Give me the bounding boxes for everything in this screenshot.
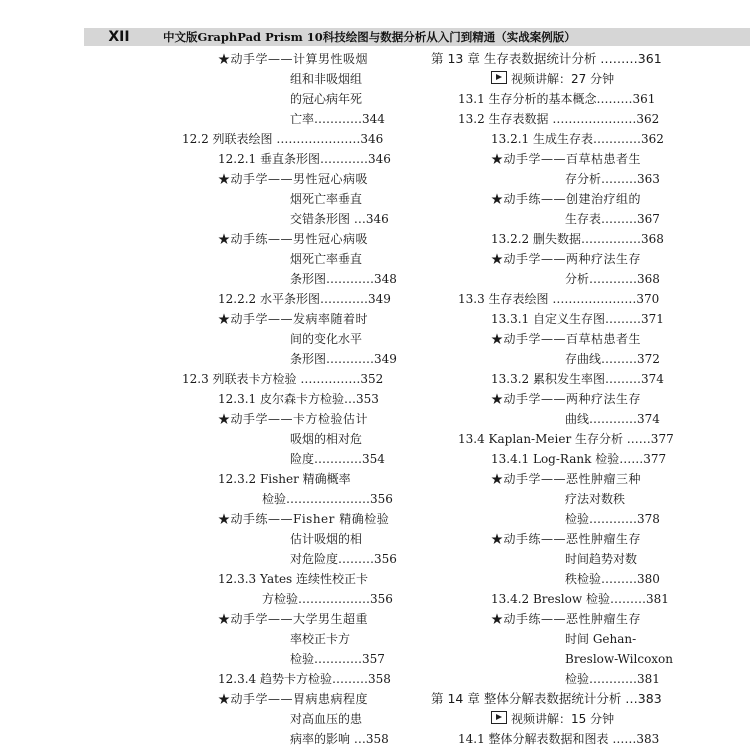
entry-text: ★动手练——恶性肿瘤生存 bbox=[491, 532, 642, 546]
toc-entry bbox=[218, 150, 391, 168]
toc-entry bbox=[290, 330, 362, 348]
entry-text: 13.4.2 Breslow 检验………381 bbox=[491, 592, 669, 606]
entry-text: 险度…………354 bbox=[290, 452, 385, 466]
entry-text: 吸烟的相对危 bbox=[290, 432, 363, 446]
exercise-entry bbox=[491, 150, 641, 168]
entry-text: 13.2.2 删失数据……………368 bbox=[491, 232, 664, 246]
toc-entry bbox=[290, 730, 389, 748]
toc-entry bbox=[565, 170, 660, 188]
toc-entry bbox=[491, 230, 664, 248]
entry-text: 12.3.3 Yates 连续性校正卡 bbox=[218, 572, 369, 586]
exercise-entry bbox=[218, 310, 368, 328]
entry-text: 存曲线………372 bbox=[565, 352, 660, 366]
toc-entry bbox=[565, 350, 660, 368]
toc-entry bbox=[182, 370, 383, 388]
exercise-entry bbox=[218, 170, 368, 188]
entry-text: 检验…………357 bbox=[290, 652, 385, 666]
entry-text: 13.4 Kaplan-Meier 生存分析 ……377 bbox=[458, 432, 674, 446]
toc-entry bbox=[565, 570, 660, 588]
exercise-entry bbox=[491, 190, 641, 208]
exercise-entry bbox=[218, 690, 368, 708]
entry-text: 检验…………381 bbox=[565, 672, 660, 686]
chapter-heading bbox=[431, 690, 662, 708]
entry-text: 估计吸烟的相 bbox=[290, 532, 363, 546]
toc-entry bbox=[262, 490, 393, 508]
toc-entry bbox=[491, 590, 669, 608]
entry-text: 烟死亡率垂直 bbox=[290, 192, 363, 206]
entry-text: 12.3.2 Fisher 精确概率 bbox=[218, 472, 351, 486]
toc-entry bbox=[565, 630, 636, 648]
video-icon bbox=[491, 711, 507, 724]
exercise-entry bbox=[218, 50, 368, 68]
exercise-entry bbox=[491, 250, 641, 268]
entry-text: 间的变化水平 bbox=[290, 332, 363, 346]
exercise-entry bbox=[218, 230, 368, 248]
toc-entry bbox=[290, 630, 350, 648]
toc-entry bbox=[565, 650, 673, 668]
entry-text: 交错条形图 …346 bbox=[290, 212, 389, 226]
entry-text: 12.2.2 水平条形图…………349 bbox=[218, 292, 391, 306]
entry-text: Breslow-Wilcoxon bbox=[565, 652, 674, 666]
exercise-entry bbox=[218, 510, 389, 528]
toc-entry bbox=[290, 70, 362, 88]
toc-entry bbox=[491, 130, 664, 148]
exercise-entry bbox=[491, 530, 641, 548]
entry-text: 组和非吸烟组 bbox=[290, 72, 363, 86]
entry-text: 率校正卡方 bbox=[290, 632, 351, 646]
toc-entry bbox=[290, 110, 385, 128]
entry-text: 的冠心病年死 bbox=[290, 92, 363, 106]
book-title: 中文版GraphPad Prism 10科技绘图与数据分析从入门到精通（实战案例版） bbox=[163, 30, 576, 44]
exercise-entry bbox=[491, 470, 641, 488]
toc-entry bbox=[290, 430, 362, 448]
toc-entry bbox=[565, 670, 660, 688]
exercise-entry bbox=[491, 330, 641, 348]
toc-entry bbox=[565, 510, 660, 528]
video-icon bbox=[491, 71, 507, 84]
entry-text: ★动手学——大学男生超重 bbox=[218, 612, 369, 626]
entry-text: 13.3.2 累积发生率图………374 bbox=[491, 372, 664, 386]
entry-text: 条形图…………348 bbox=[290, 272, 397, 286]
entry-text: 视频讲解：27 分钟 bbox=[511, 72, 615, 86]
entry-text: 方检验………………356 bbox=[262, 592, 393, 606]
entry-text: ★动手学——百草枯患者生 bbox=[491, 152, 642, 166]
entry-text: ★动手学——计算男性吸烟 bbox=[218, 52, 369, 66]
exercise-entry bbox=[218, 410, 368, 428]
exercise-entry bbox=[491, 610, 641, 628]
entry-text: 13.2 生存表数据 …………………362 bbox=[458, 112, 660, 126]
entry-text: 时间趋势对数 bbox=[565, 552, 638, 566]
entry-text: 亡率…………344 bbox=[290, 112, 385, 126]
toc-entry bbox=[565, 210, 660, 228]
toc-entry bbox=[458, 90, 655, 108]
entry-text: 第 14 章 整体分解表数据统计分析 …383 bbox=[431, 691, 662, 706]
entry-text: 12.3.4 趋势卡方检验………358 bbox=[218, 672, 391, 686]
toc-entry bbox=[290, 530, 362, 548]
entry-text: 视频讲解：15 分钟 bbox=[511, 712, 615, 726]
toc-entry bbox=[290, 250, 362, 268]
toc-entry bbox=[565, 270, 660, 288]
entry-text: ★动手练——Fisher 精确检验 bbox=[218, 512, 390, 526]
entry-text: 13.2.1 生成生存表…………362 bbox=[491, 132, 664, 146]
exercise-entry bbox=[218, 610, 368, 628]
entry-text: 烟死亡率垂直 bbox=[290, 252, 363, 266]
entry-text: 13.4.1 Log-Rank 检验……377 bbox=[491, 452, 667, 466]
toc-entry bbox=[218, 570, 368, 588]
entry-text: 存分析………363 bbox=[565, 172, 660, 186]
entry-text: ★动手练——恶性肿瘤生存 bbox=[491, 612, 642, 626]
toc-entry bbox=[218, 470, 351, 488]
toc-entry bbox=[565, 550, 637, 568]
entry-text: 13.1 生存分析的基本概念………361 bbox=[458, 92, 656, 106]
entry-text: 14.1 整体分解表数据和图表 ……383 bbox=[458, 732, 660, 746]
entry-text: 疗法对数秩 bbox=[565, 492, 626, 506]
video-note bbox=[491, 70, 614, 88]
entry-text: 13.3 生存表绘图 …………………370 bbox=[458, 292, 660, 306]
toc-entry bbox=[290, 650, 385, 668]
toc-entry bbox=[290, 210, 389, 228]
toc-entry bbox=[290, 270, 397, 288]
toc-entry bbox=[290, 710, 362, 728]
toc-entry bbox=[458, 110, 659, 128]
toc-entry bbox=[458, 730, 659, 748]
toc-entry bbox=[491, 310, 664, 328]
entry-text: ★动手学——两种疗法生存 bbox=[491, 392, 642, 406]
entry-text: ★动手学——百草枯患者生 bbox=[491, 332, 642, 346]
entry-text: 12.3.1 皮尔森卡方检验…353 bbox=[218, 392, 379, 406]
entry-text: ★动手学——两种疗法生存 bbox=[491, 252, 642, 266]
exercise-entry bbox=[491, 390, 641, 408]
toc-entry bbox=[565, 490, 625, 508]
toc-entry bbox=[290, 550, 397, 568]
entry-text: ★动手练——创建治疗组的 bbox=[491, 192, 642, 206]
toc-entry bbox=[290, 90, 362, 108]
toc-entry bbox=[262, 590, 393, 608]
toc-entry bbox=[290, 190, 362, 208]
toc-entry bbox=[182, 130, 383, 148]
toc-entry bbox=[491, 370, 664, 388]
entry-text: 12.2 列联表绘图 …………………346 bbox=[182, 132, 384, 146]
entry-text: 生存表………367 bbox=[565, 212, 660, 226]
toc-entry bbox=[565, 410, 660, 428]
entry-text: 时间 Gehan- bbox=[565, 632, 637, 646]
entry-text: 条形图…………349 bbox=[290, 352, 397, 366]
toc-entry bbox=[458, 290, 659, 308]
entry-text: 13.3.1 自定义生存图………371 bbox=[491, 312, 664, 326]
toc-entry bbox=[458, 430, 674, 448]
entry-text: ★动手学——胃病患病程度 bbox=[218, 692, 369, 706]
toc-entry bbox=[290, 350, 397, 368]
toc-entry bbox=[491, 450, 666, 468]
entry-text: 病率的影响 …358 bbox=[290, 732, 389, 746]
entry-text: 第 13 章 生存表数据统计分析 ………361 bbox=[431, 51, 662, 66]
toc-entry bbox=[218, 670, 391, 688]
entry-text: 检验…………………356 bbox=[262, 492, 393, 506]
entry-text: ★动手练——男性冠心病吸 bbox=[218, 232, 369, 246]
entry-text: 检验…………378 bbox=[565, 512, 660, 526]
entry-text: 分析…………368 bbox=[565, 272, 660, 286]
video-note bbox=[491, 710, 614, 728]
toc-entry bbox=[218, 290, 391, 308]
chapter-heading bbox=[431, 50, 662, 68]
entry-text: 12.3 列联表卡方检验 ……………352 bbox=[182, 372, 384, 386]
entry-text: 秩检验………380 bbox=[565, 572, 660, 586]
page-number: XII bbox=[108, 29, 130, 45]
toc-entry bbox=[290, 450, 385, 468]
entry-text: 对高血压的患 bbox=[290, 712, 363, 726]
toc-entry bbox=[218, 390, 379, 408]
entry-text: ★动手学——发病率随着时 bbox=[218, 312, 369, 326]
entry-text: 对危险度………356 bbox=[290, 552, 397, 566]
entry-text: ★动手学——男性冠心病吸 bbox=[218, 172, 369, 186]
entry-text: ★动手学——卡方检验估计 bbox=[218, 412, 369, 426]
entry-text: ★动手学——恶性肿瘤三种 bbox=[491, 472, 642, 486]
entry-text: 曲线…………374 bbox=[565, 412, 660, 426]
entry-text: 12.2.1 垂直条形图…………346 bbox=[218, 152, 391, 166]
